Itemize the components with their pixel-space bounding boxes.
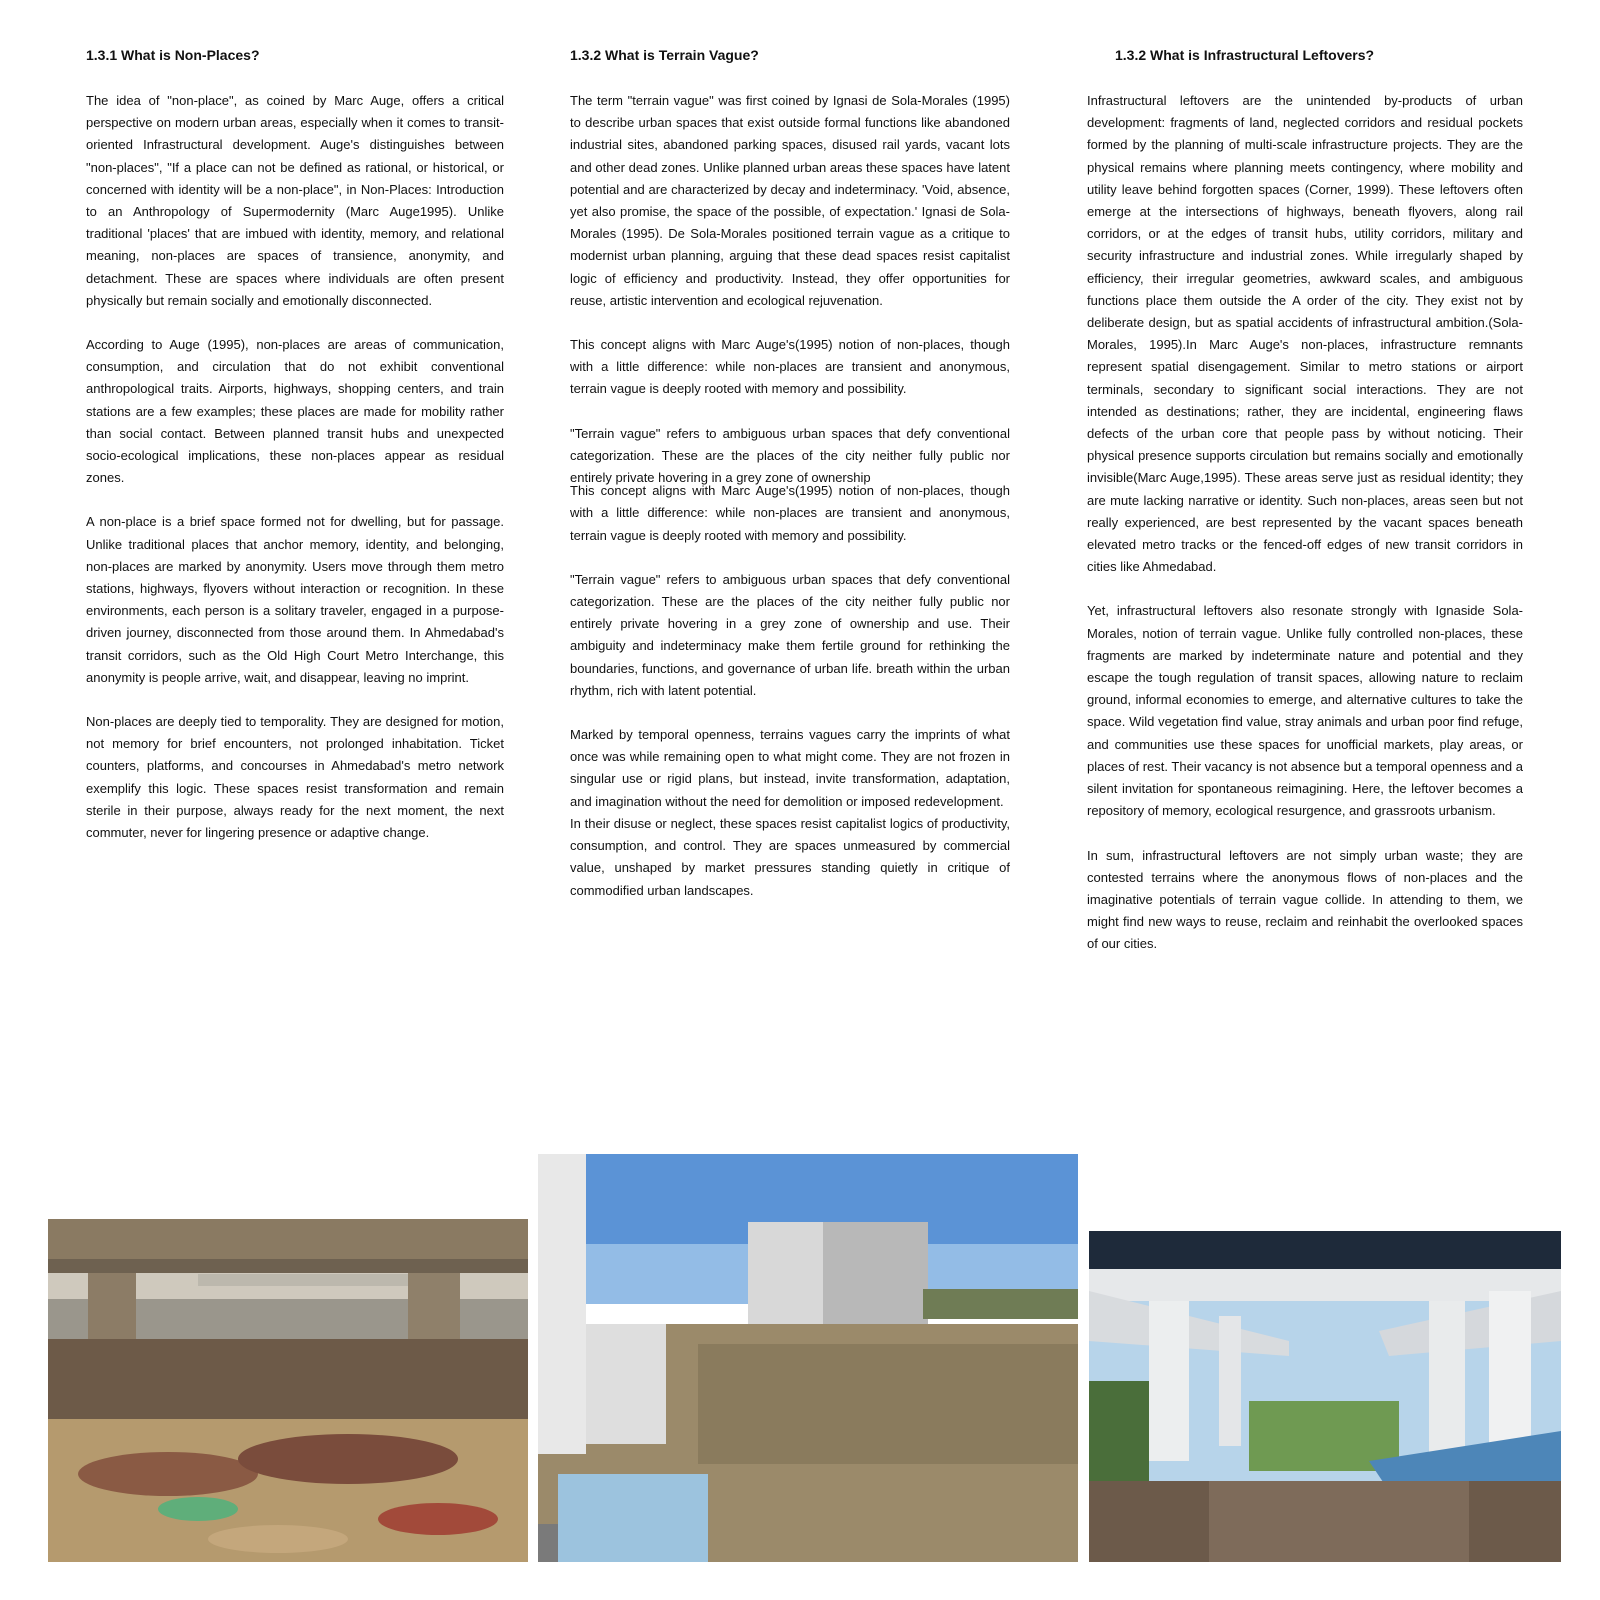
paragraph: "Terrain vague" refers to ambiguous urban spaces that defy conventional categorization. These are the places of the city neither fully public nor entirely private hovering in a grey zone of ownership (570, 425, 1010, 486)
paragraph: Non-places are deeply tied to temporality. They are designed for motion, not memory for brief encounters, not prolonged inhabitation. Ticket counters, platforms, and concourses in Ahmedabad's metro network exemplify this logic. These spaces resist transformation and remain sterile in their purpose, always ready for the next moment, the next commuter, never for lingering presence or adaptive change. (86, 714, 504, 841)
paragraph: Yet, infrastructural leftovers also resonate strongly with Ignaside Sola-Morales, notion of terrain vague. Unlike fully controlled non-places, these fragments are marked by indeterminate nature and potential and they escape the tough regulation of transit spaces, allowing nature to reclaim ground, informal economies to emerge, and alternative cultures to take the space. Wild vegetation find value, stray animals and urban poor find refuge, and communities use these spaces for unofficial markets, play areas, or places of rest. Their vacancy is not absence but a temporal openness and a silent invitation for spontaneous reimagining. Here, the leftover becomes a repository of memory, ecological resurgence, and grassroots urbanism. (1087, 603, 1523, 819)
paragraph-overlapping: This concept aligns with Marc Auge's(1995) notion of non-places, though with a little difference: while non-places are transient and anonymous, terrain vague is deeply rooted with memory and possibility. (570, 483, 1010, 543)
column-infrastructural-leftovers (1087, 46, 1523, 978)
heading-terrain-vague: 1.3.2 What is Terrain Vague? (570, 47, 759, 63)
paragraph: This concept aligns with Marc Auge's(1995) notion of non-places, though with a little difference: while non-places are transient and anonymous, terrain vague is deeply rooted with memory and possibility. (570, 337, 1010, 397)
heading-non-places: 1.3.1 What is Non-Places? (86, 47, 260, 63)
column-terrain-vague (570, 46, 1010, 924)
paragraph: Marked by temporal openness, terrains vagues carry the imprints of what once was while remaining open to what might come. They are not frozen in singular use or rigid plans, but instead, invite transformation, adaptation, and imagination without the need for demolition or imposed redevelopment. (570, 727, 1010, 809)
paragraph: The idea of "non-place", as coined by Marc Auge, offers a critical perspective on modern urban areas, especially when it comes to transit-oriented Infrastructural development. Auge's distinguishes between "non-places", "If a place can not be defined as rational, or historical, or concerned with identity will be a non-place", in Non-Places: Introduction to an Anthropology of Supermodernity (Marc Auge1995). Unlike traditional 'places' that are imbued with identity, memory, and relational meaning, non-places are spaces of transience, anonymity, and detachment. These are spaces where individuals are often present physically but remain socially and emotionally disconnected. (86, 93, 504, 308)
paragraph: In sum, infrastructural leftovers are not simply urban waste; they are contested terrains where the anonymous flows of non-places and the imaginative potentials of terrain vague collide. In attending to them, we might find new ways to reuse, reclaim and reinhabit the overlooked spaces of our cities. (1087, 847, 1523, 952)
paragraph: A non-place is a brief space formed not for dwelling, but for passage. Unlike traditional places that anchor memory, identity, and belonging, non-places are marked by anonymity. Users move through them metro stations, highways, flyovers without interaction or recognition. In these environments, each person is a solitary traveler, engaged in a purpose-driven journey, disconnected from those around them. In Ahmedabad's transit corridors, such as the Old High Court Metro Interchange, this anonymity is people arrive, wait, and disappear, leaving no imprint. (86, 514, 504, 685)
photo-vacant-land-building (538, 1154, 1078, 1562)
paragraph: According to Auge (1995), non-places are areas of communication, consumption, and circulation that do not exhibit conventional anthropological traits. Airports, highways, shopping centers, and train stations are a few examples; these places are made for mobility rather than social contact. Between planned transit hubs and unexpected socio-ecological implications, these non-places appear as residual zones. (86, 337, 504, 486)
paragraph: "Terrain vague" refers to ambiguous urban spaces that defy conventional categorization. These are the places of the city neither fully public nor entirely private hovering in a grey zone of ownership and use. Their ambiguity and indeterminacy make them fertile ground for rethinking the boundaries, functions, and governance of urban life. breath within the urban rhythm, rich with latent potential. (570, 571, 1010, 698)
heading-infrastructural-leftovers: 1.3.2 What is Infrastructural Leftovers? (1115, 47, 1375, 63)
column-non-places (86, 46, 504, 866)
photo-market-under-flyover (48, 1219, 528, 1562)
paragraph: Infrastructural leftovers are the unintended by-products of urban development: fragments of land, neglected corridors and residual pockets formed by the planning of multi-scale infrastructure projects. They are the physical remains where planning meets contingency, where mobility and utility leave behind forgotten spaces (Corner, 1999). These leftovers often emerge at the intersections of highways, beneath flyovers, along rail corridors, or at the edges of transit hubs, utility corridors, military and security infrastructure and industrial zones. While irregularly shaped by efficiency, their irregular geometries, awkward scales, and ambiguous functions place them outside the A order of the city. They exist not by deliberate design, but as spatial accidents of infrastructural ambition.(Sola-Morales, 1995).In Marc Auge's non-places, infrastructure remnants represent spatial disengagement. Similar to metro stations or airport terminals, secondary to significant social interactions. They are not intended as destinations; rather, they are incidental, engineering flaws defects of the urban core that people pass by without noticing. Their physical presence supports circulation but remains socially and emotionally invisible(Marc Auge,1995). These areas serve just as residual identity; they are mute lacking narrative or identity. Such non-places, areas seen but not really experienced, are best represented by the vacant spaces beneath elevated metro tracks or the fenced-off edges of new transit corridors in cities like Ahmedabad. (1087, 93, 1523, 575)
paragraph: The term "terrain vague" was first coined by Ignasi de Sola-Morales (1995) to describe urban spaces that exist outside formal functions like abandoned industrial sites, abandoned parking spaces, disused rail yards, vacant lots and other dead zones. Unlike planned urban areas these spaces have latent potential and are characterized by decay and indeterminacy. 'Void, absence, yet also promise, the space of the possible, of expectation.' Ignasi de Sola-Morales (1995). De Sola-Morales positioned terrain vague as a critique to modernist urban planning, arguing that these dead spaces resist capitalist logic of efficiency and productivity. Instead, they offer opportunities for reuse, artistic intervention and ecological rejuvenation. (570, 93, 1010, 308)
photo-under-elevated-metro (1089, 1231, 1561, 1562)
paragraph: In their disuse or neglect, these spaces resist capitalist logics of productivity, consumption, and control. They are spaces unmeasured by commercial value, unshaped by market pressures standing quietly in critique of commodified urban landscapes. (570, 815, 1010, 898)
